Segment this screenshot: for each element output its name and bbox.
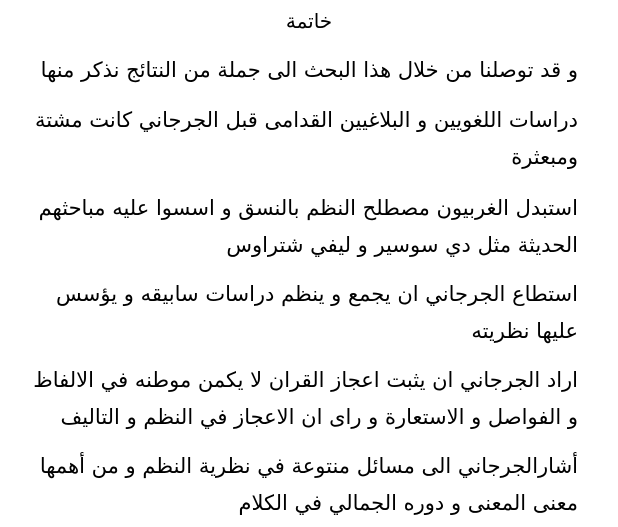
paragraph-conclusion-1 bbox=[18, 102, 578, 176]
paragraph-conclusion-5 bbox=[18, 448, 578, 522]
paragraph-line: أشارالجرجاني الى مسائل منتوعة في نظرية النظم و من أهمها bbox=[39, 454, 578, 478]
paragraph-line: معنى المعنى و دوره الجمالي في الكلام bbox=[238, 491, 578, 515]
paragraph-line: و الفواصل و الاستعارة و راى ان الاعجاز في النظم و التاليف bbox=[60, 405, 578, 429]
paragraph-line: عليها نظريته bbox=[471, 319, 578, 343]
paragraph-conclusion-2 bbox=[18, 190, 578, 264]
paragraph-conclusion-3 bbox=[18, 276, 578, 350]
paragraph-intro bbox=[18, 52, 578, 89]
paragraph-line: استطاع الجرجاني ان يجمع و ينظم دراسات سابيقه و يؤسس bbox=[56, 282, 578, 306]
paragraph-line: اراد الجرجاني ان يثبت اعجاز القران لا يكمن موطنه في الالفاظ bbox=[33, 368, 578, 392]
paragraph-line: ومبعثرة bbox=[511, 145, 578, 169]
paragraph-line: استبدل الغربيون مصطلح النظم بالنسق و اسسوا عليه مباحثهم bbox=[38, 196, 578, 220]
paragraph-conclusion-4 bbox=[18, 362, 578, 436]
paragraph-line: دراسات اللغويين و البلاغيين القدامى قبل الجرجاني كانت مشتة bbox=[35, 108, 578, 132]
paragraph-line: و قد توصلنا من خلال هذا البحث الى جملة من النتائج نذكر منها bbox=[40, 58, 578, 82]
document-title: خاتمة bbox=[285, 9, 333, 33]
paragraph-line: الحديثة مثل دي سوسير و ليفي شتراوس bbox=[226, 233, 578, 257]
